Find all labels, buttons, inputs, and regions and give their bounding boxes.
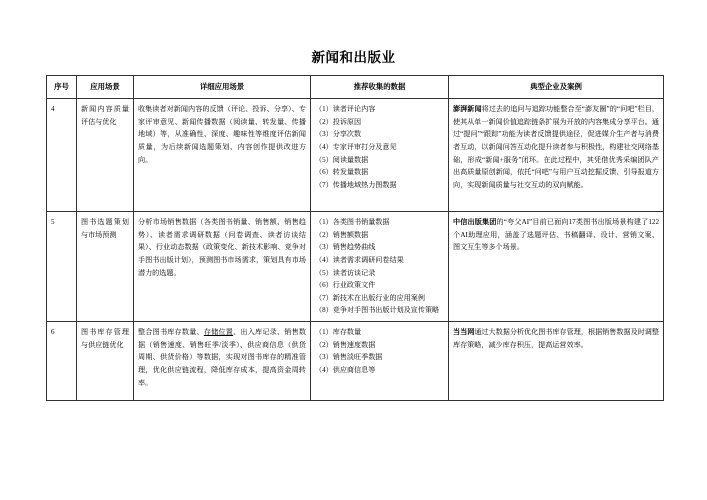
list-item: （7）传播地域热力图数据 [315, 180, 397, 189]
case-company-name: 澎湃新闻 [453, 105, 482, 113]
table-row [47, 212, 664, 322]
list-item: （7）新技术在出版行业的应用案例 [315, 293, 425, 302]
column-header-scene: 应用场景 [77, 76, 134, 99]
column-header-no: 序号 [47, 76, 77, 99]
row-data-list [311, 322, 449, 401]
detail-part-underlined: 存储位置 [203, 328, 234, 336]
list-item: （3）销售趋势曲线 [315, 243, 376, 252]
table-header-row [47, 76, 664, 99]
row-case [449, 322, 664, 401]
application-scenarios-table [46, 75, 664, 401]
list-item: （5）阅读量数据 [315, 155, 369, 164]
row-detail [134, 322, 311, 401]
row-number: 6 [47, 322, 77, 401]
case-description: 将过去的追问与追踪功能整合至“澎友圈”的“问吧”栏目，使其从单一新闻价值追踪链条扩展为开放的内容集成分享平台。通过“提问”“跟踪”功能为读者反馈提供途径，促进媒介生产者与消费者互动，以新闻问答互动化提升读者参与积极性，构建社交网络基础，形成“新闻+服务”闭环。在此过程中，其凭借优秀采编团队产出高质量原创新闻，依托“问吧”与用户互动挖掘反馈、引导报道方向，实现新闻质量与社交互动的双向赋能。 [453, 105, 659, 189]
case-description: 的“夸父AI”目前已面向17类图书出版场景构建了122个AI助理应用，涵盖了选题评估、书稿翻译、设计、营销文案、图文互生等多个场景。 [453, 218, 660, 252]
list-item: （2）销售额数据 [315, 230, 369, 239]
page-title: 新闻和出版业 [311, 50, 396, 65]
row-data-list [311, 212, 449, 322]
column-header-detail: 详细应用场景 [134, 76, 311, 99]
row-scene: 图书选题策划与市场预测 [77, 212, 134, 322]
list-item: （5）读者访谈记录 [315, 268, 376, 277]
table-row [47, 322, 664, 401]
list-item: （4）专家评审打分及意见 [315, 142, 397, 151]
row-detail: 分析市场销售数据（各类图书销量、销售额、销售趋势）、读者需求调研数据（问卷调查、读者访谈结果）、行业动态数据（政策变化、新技术影响、竞争对手图书出版计划），预测图书市场需求，策划具有市场潜力的选题。 [134, 212, 311, 322]
list-item: （8）竞争对手图书出版计划及宣传策略 [315, 306, 440, 315]
column-header-case: 典型企业及案例 [449, 76, 664, 99]
case-description: 通过大数据分析优化图书库存管理，根据销售数据及时调整库存策略，减少库存积压，提高运营效率。 [453, 328, 659, 349]
row-scene: 新闻内容质量评估与优化 [77, 99, 134, 212]
row-scene: 图书库存管理与供应链优化 [77, 322, 134, 401]
row-case [449, 99, 664, 212]
list-item: （1）库存数量 [315, 328, 362, 336]
table-row [47, 99, 664, 212]
row-data-list [311, 99, 449, 212]
row-number: 4 [47, 99, 77, 212]
row-case [449, 212, 664, 322]
list-item: （4）读者需求调研问卷结果 [315, 255, 404, 264]
list-item: （3）分享次数 [315, 130, 362, 139]
list-item: （6）转发量数据 [315, 168, 369, 177]
list-item: （4）供应商信息等 [315, 365, 376, 374]
detail-part-1: 整合图书库存数量、 [138, 328, 204, 336]
detail-part-2: 、出入库记录、销售数据（销售速度、销售旺季/淡季）、供应商信息（供货周期、供货价格）等数据，实现对图书库存的精准管理，优化供应链流程，降低库存成本，提高资金周转率。 [138, 328, 307, 387]
case-company-name: 中信出版集团 [453, 218, 497, 226]
list-item: （2）销售速度数据 [315, 340, 376, 349]
list-item: （6）行业政策文件 [315, 281, 376, 290]
column-header-data: 推荐收集的数据 [311, 76, 449, 99]
case-company-name: 当当网 [453, 328, 475, 336]
list-item: （1）读者评论内容 [315, 105, 376, 113]
list-item: （2）投诉原因 [315, 117, 362, 126]
row-detail: 收集读者对新闻内容的反馈（评论、投诉、分享）、专家评审意见、新闻传播数据（阅读量、转发量、传播地域）等，从准确性、深度、趣味性等维度评估新闻质量，为后续新闻选题策划、内容创作提供改进方向。 [134, 99, 311, 212]
list-item: （3）销售淡旺季数据 [315, 353, 383, 362]
row-number: 5 [47, 212, 77, 322]
list-item: （1）各类图书销量数据 [315, 218, 390, 226]
